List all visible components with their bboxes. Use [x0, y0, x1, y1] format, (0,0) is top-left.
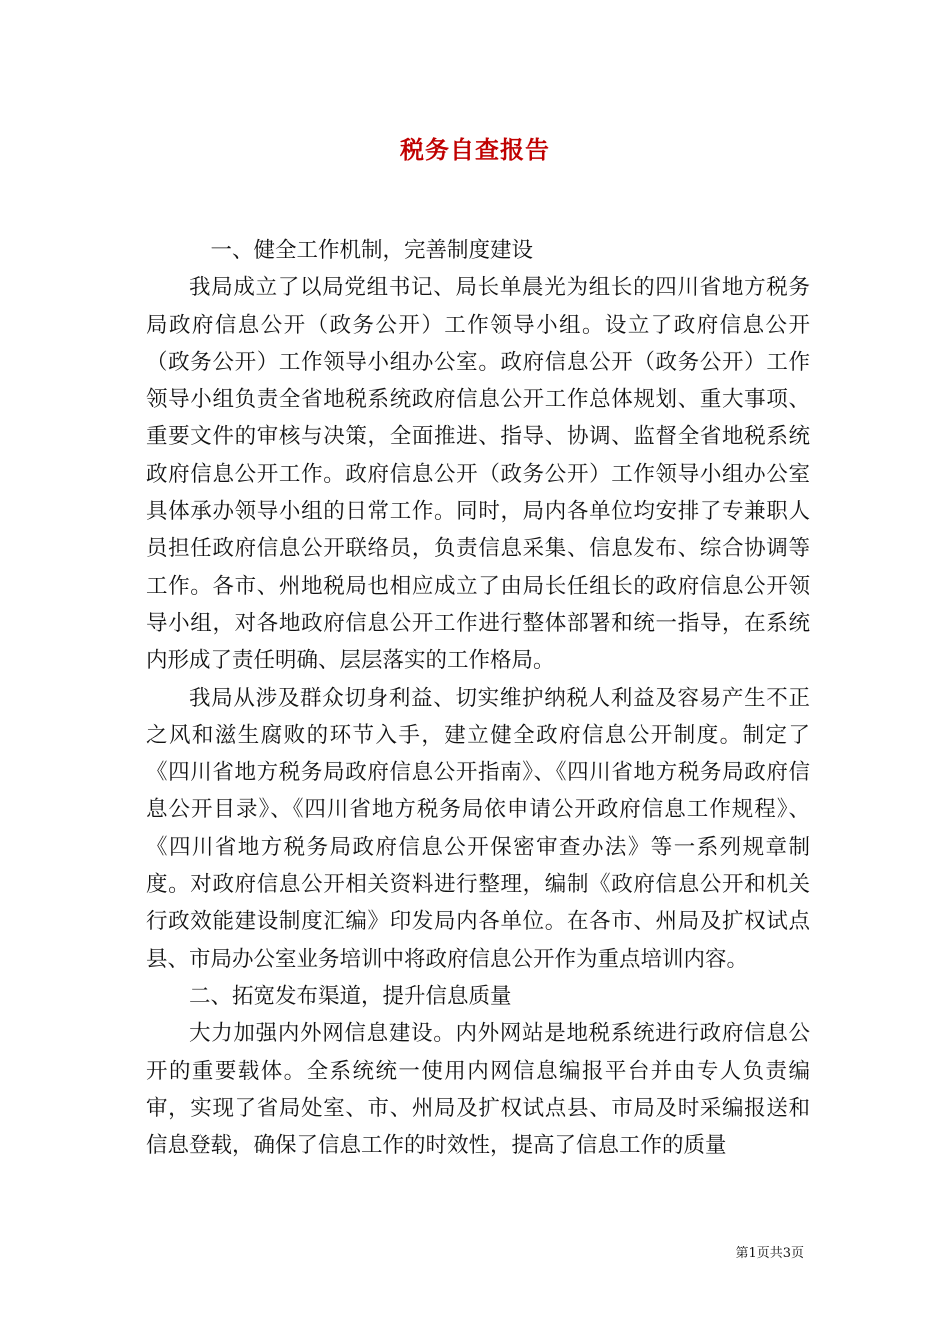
- paragraph: 我局成立了以局党组书记、局长单晨光为组长的四川省地方税务局政府信息公开（政务公开）工作领导小组。设立了政府信息公开（政务公开）工作领导小组办公室。政府信息公开（政务公开）工作领导小组负责全省地税系统政府信息公开工作总体规划、重大事项、重要文件的审核与决策，全面推进、指导、协调、监督全省地税系统政府信息公开工作。政府信息公开（政务公开）工作领导小组办公室具体承办领导小组的日常工作。同时，局内各单位均安排了专兼职人员担任政府信息公开联络员，负责信息采集、信息发布、综合协调等工作。各市、州地税局也相应成立了由局长任组长的政府信息公开领导小组，对各地政府信息公开工作进行整体部署和统一指导，在系统内形成了责任明确、层层落实的工作格局。: [146, 275, 810, 674]
- paragraph: 大力加强内外网信息建设。内外网站是地税系统进行政府信息公开的重要载体。全系统统一使用内网信息编报平台并由专人负责编审，实现了省局处室、市、州局及扩权试点县、市局及时采编报送和信息登载，确保了信息工作的时效性，提高了信息工作的质量: [146, 1021, 810, 1159]
- paragraph: 我局从涉及群众切身利益、切实维护纳税人利益及容易产生不正之风和滋生腐败的环节入手，建立健全政府信息公开制度。制定了《四川省地方税务局政府信息公开指南》、《四川省地方税务局政府信息公开目录》、《四川省地方税务局依申请公开政府信息工作规程》、《四川省地方税务局政府信息公开保密审查办法》等一系列规章制度。对政府信息公开相关资料进行整理，编制《政府信息公开和机关行政效能建设制度汇编》印发局内各单位。在各市、州局及扩权试点县、市局办公室业务培训中将政府信息公开作为重点培训内容。: [146, 685, 810, 972]
- document-title: 税务自查报告: [400, 135, 550, 164]
- page-number-footer: 第1页共3页: [735, 1246, 804, 1261]
- section-heading-2: 二、拓宽发布渠道，提升信息质量: [189, 983, 512, 1009]
- document-body: [146, 232, 810, 1164]
- section-heading-1: 一、健全工作机制，完善制度建设: [210, 238, 534, 263]
